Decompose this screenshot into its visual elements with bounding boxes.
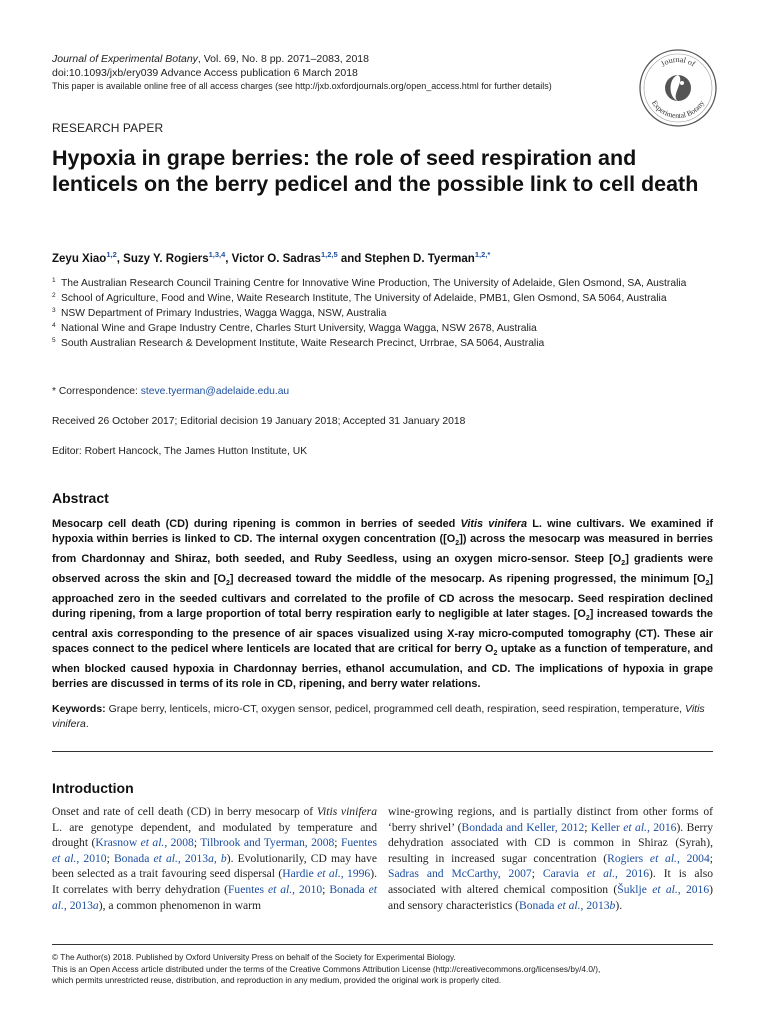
intro-text: ; — [531, 867, 543, 881]
introduction-column-left — [52, 804, 377, 913]
citation-link[interactable]: , 1996 — [340, 867, 371, 881]
citation-link[interactable]: et al. — [52, 882, 378, 912]
affiliation-text: The Australian Research Council Training Centre for Innovative Wine Production, The University of Adelaide, Glen Osmond, SA, Australia — [61, 278, 687, 289]
citation-link[interactable]: Keller — [590, 820, 624, 834]
journal-name: Journal of Experimental Botany — [52, 53, 198, 65]
affiliation-item — [52, 276, 712, 291]
affiliation-item — [52, 291, 712, 306]
citation-link[interactable]: Tilbrook and Tyerman, 2008 — [200, 836, 335, 850]
introduction-heading: Introduction — [52, 780, 134, 796]
author-separator: , — [225, 252, 232, 265]
journal-volume-info: , Vol. 69, No. 8 pp. 2071–2083, 2018 — [197, 53, 369, 65]
intro-text: ; — [709, 851, 714, 865]
license-line: which permits unrestricted reuse, distribution, and reproduction in any medium, provided the original work is properly cited. — [52, 975, 502, 985]
abstract-text: Mesocarp cell death (CD) during ripening is common in berries of seeded Vitis vinifera L. wine cultivars. We examined if hypoxia within berries is linked to CD. The internal oxygen concentration $([O_2])$ across the mesocarp was measured in berries from Chardonnay and Shiraz, both seeded, and Ruby Seedless, using an oxygen micro-sensor. Steep $[O_2]$ gradients were observed across the skin and $[O_2]$ decreased toward the middle of the mesocarp. As ripening progressed, the minimum $[O_2]$ approached zero in the seeded cultivars and correlated to the profile of CD across the mesocarp. Seed respiration declined during ripening, from a large proportion of total berry respiration early to negligible at later stages. $[O_2]$ increased towards the central axis corresponding to the presence of air spaces visualized using X-ray micro-computed tomography (CT). These air spaces connect to the pedicel where lenticels are located that are critical for berry $O_2$ uptake as a function of temperature, and when blocked caused hypoxia in Chardonnay berries, ethanol accumulation, and CD. The implications of hypoxia in grape berries are discussed in terms of its role in CD, ripening, and berry water relations. — [52, 518, 714, 691]
intro-text: wine-growing regions, and is partially distinct from other forms of ‘berry shrivel’ ( — [388, 805, 713, 834]
citation-link[interactable]: et al. — [267, 882, 293, 896]
citation-link[interactable]: , 2013 — [580, 898, 610, 912]
citation-link[interactable]: Rogiers — [607, 851, 650, 865]
affiliation-text: South Australian Research & Development Institute, Waite Research Precinct, Urrbrae, SA 5064, Australia — [61, 338, 545, 349]
citation-link[interactable]: Hardie — [282, 867, 318, 881]
species-name: Vitis vinifera — [460, 518, 528, 530]
citation-link[interactable]: , 2010 — [292, 882, 323, 896]
intro-text: ). It is also associated with altered chemical composition ( — [388, 867, 714, 896]
abstract-heading: Abstract — [52, 490, 109, 506]
intro-text: ; — [584, 820, 591, 834]
journal-header — [52, 53, 552, 94]
citation-link[interactable]: Bondada and Keller, 2012 — [461, 820, 585, 834]
citation-link[interactable]: a — [92, 898, 99, 912]
citation-link[interactable]: Caravia — [542, 867, 587, 881]
affiliation-text: NSW Department of Primary Industries, Wagga Wagga, NSW, Australia — [61, 308, 387, 319]
keywords-species: Vitis vinifera — [52, 703, 705, 730]
author-list — [52, 250, 490, 265]
citation-link[interactable]: , 2016 — [646, 820, 677, 834]
paper-title: Hypoxia in grape berries: the role of seed respiration and lenticels on the berry pedicel and the possible link to cell death — [52, 146, 699, 196]
affiliation-item — [52, 321, 712, 336]
citation-link[interactable]: , 2016 — [677, 882, 710, 896]
citation-link[interactable]: Bonada — [519, 898, 558, 912]
affiliation-item — [52, 336, 712, 351]
intro-text: Onset and rate of cell death (CD) in berry mesocarp of — [52, 805, 317, 818]
citation-link[interactable]: b — [609, 898, 616, 912]
citation-link[interactable]: , 2008 — [164, 836, 194, 850]
keywords: Keywords: Grape berry, lenticels, micro-CT, oxygen sensor, pedicel, programmed cell death, respiration, seed respiration, temperature, Vitis vinifera. — [52, 703, 705, 730]
affiliation-item — [52, 306, 712, 321]
editor-line: Editor: Robert Hancock, The James Hutton Institute, UK — [52, 446, 308, 457]
publication-dates: Received 26 October 2017; Editorial decision 19 January 2018; Accepted 31 January 2018 — [52, 416, 466, 427]
citation-link[interactable]: , — [213, 851, 221, 865]
journal-citation — [52, 53, 552, 67]
intro-text: Vitis vinifera — [316, 805, 377, 818]
correspondence-email-link[interactable]: steve.tyerman@adelaide.edu.au — [140, 386, 290, 397]
intro-text: ; — [193, 836, 201, 850]
citation-link[interactable]: Bonada — [113, 851, 154, 865]
citation-link[interactable]: , 2004 — [676, 851, 710, 865]
affiliation-number: 3 — [52, 307, 56, 314]
keywords-label: Keywords: — [52, 703, 106, 715]
author-name[interactable]: Zeyu Xiao — [52, 252, 107, 265]
intro-text: ). — [615, 898, 623, 912]
intro-text: ). It correlates with berry dehydration ( — [52, 867, 377, 896]
introduction-column-right — [388, 804, 713, 913]
intro-text: ; — [322, 882, 330, 896]
author-affiliation-marker[interactable]: 1,2 — [106, 250, 117, 259]
intro-text: ). Berry dehydration associated with CD is common in Shiraz (Syrah), resulting in increased sugar concentration ( — [388, 820, 713, 865]
license-footer — [52, 952, 722, 987]
intro-text: ). Evolutionarily, CD may have been selected as a trait favouring seed dispersal ( — [52, 851, 377, 881]
author-name[interactable]: Suzy Y. Rogiers — [123, 252, 209, 265]
affiliation-list — [52, 276, 712, 351]
author-separator: and — [337, 252, 365, 265]
citation-link[interactable]: Bonada — [329, 882, 369, 896]
license-line: This is an Open Access article distributed under the terms of the Creative Commons Attribution License (http://creativecommons.org/licenses/by/4.0/), — [52, 963, 601, 974]
copyright-line: © The Author(s) 2018. Published by Oxford University Press on behalf of the Society for Experimental Biology. — [52, 952, 456, 962]
open-access-note: This paper is available online free of all access charges (see http://jxb.oxfordjournals.org/open_access.html for further details) — [52, 81, 552, 91]
affiliation-number: 2 — [52, 292, 56, 299]
citation-link[interactable]: et al. — [586, 867, 616, 881]
intro-text: ), a common phenomenon in warm — [98, 898, 261, 912]
affiliation-number: 1 — [52, 277, 56, 284]
citation-link[interactable]: et al. — [52, 851, 77, 865]
citation-link[interactable]: , 2016 — [615, 867, 650, 881]
correspondence — [52, 386, 289, 397]
citation-link[interactable]: a — [208, 851, 214, 865]
intro-text: ; — [334, 836, 341, 850]
affiliation-text: School of Agriculture, Food and Wine, Waite Research Institute, The University of Adelaide, PMB1, Glen Osmond, SA 5064, Australia — [61, 293, 667, 304]
intro-text: ; — [106, 851, 114, 865]
affiliation-number: 4 — [52, 322, 56, 329]
citation-link[interactable]: Fuentes — [340, 836, 378, 850]
journal-doi: doi:10.1093/jxb/ery039 Advance Access publication 6 March 2018 — [52, 66, 358, 79]
intro-text: ) and sensory characteristics ( — [388, 882, 714, 912]
author-affiliation-marker[interactable]: 1,2,5 — [320, 250, 338, 259]
section-divider — [52, 751, 713, 752]
citation-link[interactable]: Krasnow — [95, 836, 141, 850]
author-separator: , — [116, 252, 124, 265]
citation-link[interactable]: Šuklje — [617, 882, 653, 896]
citation-link[interactable]: , 2010 — [76, 851, 107, 865]
citation-link[interactable]: et al. — [557, 898, 581, 912]
journal-logo — [638, 48, 718, 128]
citation-link[interactable]: , 2013 — [63, 898, 93, 912]
citation-link[interactable]: Sadras and McCarthy, 2007 — [388, 867, 532, 881]
citation-link[interactable]: et al. — [153, 851, 178, 865]
correspondence-label: * Correspondence: — [52, 386, 141, 397]
author-affiliation-marker[interactable]: 1,2,* — [474, 250, 491, 259]
affiliation-number: 5 — [52, 337, 56, 344]
footer-divider — [52, 944, 713, 945]
citation-link[interactable]: , 2013 — [177, 851, 209, 865]
leaf-emblem-icon — [665, 75, 691, 101]
author-name[interactable]: Victor O. Sadras — [231, 252, 321, 265]
citation-link[interactable]: et al. — [317, 867, 341, 881]
author-name[interactable]: Stephen D. Tyerman — [364, 252, 475, 265]
affiliation-text: National Wine and Grape Industry Centre, Charles Sturt University, Wagga Wagga, NSW 2678, Australia — [61, 323, 537, 334]
logo-bottom-text: Experimental Botany — [649, 98, 707, 121]
citation-link[interactable]: Fuentes — [227, 882, 268, 896]
citation-link[interactable]: et al. — [649, 851, 677, 865]
citation-link[interactable]: et al. — [623, 820, 647, 834]
logo-top-text: Journal of — [659, 54, 697, 69]
citation-link[interactable]: et al. — [652, 882, 678, 896]
keywords-text: Grape berry, lenticels, micro-CT, oxygen sensor, pedicel, programmed cell death, respiration, seed respiration, temperature, — [105, 703, 686, 715]
citation-link[interactable]: b — [220, 851, 227, 865]
citation-link[interactable]: et al. — [140, 836, 165, 850]
section-label: RESEARCH PAPER — [52, 121, 164, 135]
author-affiliation-marker[interactable]: 1,3,4 — [208, 250, 226, 259]
intro-text: L. are genotype dependent, and modulated by temperature and drought ( — [52, 820, 377, 850]
